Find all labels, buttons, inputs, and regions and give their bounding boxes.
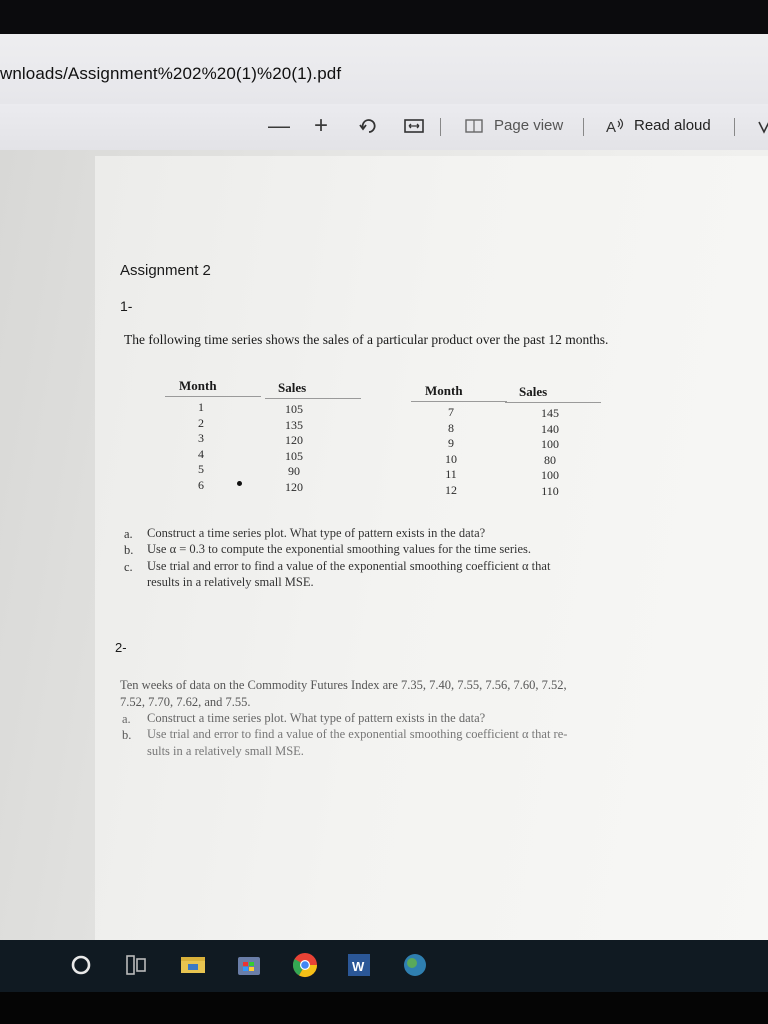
q1-part-a-letter: a. bbox=[124, 527, 133, 541]
q1-part-c-text-cont: results in a relatively small MSE. bbox=[147, 575, 314, 589]
pdf-toolbar bbox=[0, 104, 768, 150]
windows-taskbar bbox=[0, 940, 768, 992]
read-aloud-label: Read aloud bbox=[634, 117, 711, 134]
table-cell: 6 bbox=[198, 477, 204, 492]
q1-part-b-letter: b. bbox=[124, 543, 134, 557]
table-cell: 135 bbox=[285, 417, 303, 432]
table-cell: 2 bbox=[198, 415, 204, 430]
sales-table bbox=[165, 378, 665, 508]
stray-mark bbox=[237, 481, 242, 486]
table-cell: 1 bbox=[198, 400, 204, 414]
table-cell: 105 bbox=[285, 448, 303, 463]
table-cell: 11 bbox=[445, 467, 457, 481]
document-viewport[interactable] bbox=[0, 150, 768, 940]
word-icon[interactable] bbox=[346, 952, 372, 983]
q1-part-c-text: Use trial and error to find a value of the exponential smoothing coefficient α that bbox=[147, 559, 551, 573]
q1-part-c-letter: c. bbox=[124, 560, 133, 574]
document-title: Assignment 2 bbox=[120, 262, 211, 279]
sales-column-right bbox=[535, 406, 565, 499]
table-cell: 100 bbox=[541, 437, 559, 451]
q1-part-a-text: Construct a time series plot. What type of pattern exists in the data? bbox=[147, 526, 486, 540]
sales-column-left bbox=[279, 402, 309, 495]
month-column-right bbox=[441, 405, 461, 498]
table-cell: 12 bbox=[445, 482, 457, 497]
table-cell: 100 bbox=[541, 468, 559, 482]
table-cell: 90 bbox=[288, 464, 300, 478]
q2-part-b-text: Use trial and error to find a value of the exponential smoothing coefficient α that re- bbox=[147, 727, 568, 741]
table-cell: 145 bbox=[541, 406, 559, 420]
question-1-number: 1- bbox=[120, 298, 133, 314]
q1-part-b-text: Use α = 0.3 to compute the exponential smoothing values for the time series. bbox=[147, 542, 532, 556]
table-cell: 8 bbox=[448, 420, 454, 435]
table-header-month: Month bbox=[179, 378, 217, 393]
table-rule bbox=[165, 396, 261, 397]
question-2-number: 2- bbox=[115, 640, 127, 655]
table-cell: 105 bbox=[285, 402, 303, 416]
svg-text:A: A bbox=[606, 119, 617, 136]
chrome-icon[interactable] bbox=[291, 951, 319, 984]
toolbar-divider bbox=[734, 118, 735, 136]
table-cell: 4 bbox=[198, 446, 204, 461]
fit-page-icon[interactable] bbox=[403, 114, 425, 138]
url-text[interactable]: wnloads/Assignment%202%20(1)%20(1).pdf bbox=[0, 64, 342, 83]
page-view-label: Page view bbox=[494, 117, 564, 134]
question-1-intro: The following time series shows the sales of a particular product over the past 12 months. bbox=[124, 332, 609, 347]
zoom-out-button[interactable]: — bbox=[268, 113, 290, 138]
svg-text:W: W bbox=[352, 959, 365, 974]
cortana-icon[interactable] bbox=[68, 952, 94, 983]
question-2-intro-cont: 7.52, 7.70, 7.62, and 7.55. bbox=[120, 695, 251, 709]
q2-part-b-letter: b. bbox=[122, 728, 132, 742]
store-icon[interactable] bbox=[236, 953, 262, 982]
table-cell: 120 bbox=[285, 479, 303, 494]
q2-part-a-letter: a. bbox=[122, 712, 131, 726]
draw-icon[interactable] bbox=[758, 114, 768, 138]
table-rule bbox=[411, 401, 507, 402]
month-column-left bbox=[193, 400, 209, 493]
table-cell: 110 bbox=[541, 483, 559, 498]
pdf-page bbox=[95, 156, 768, 942]
table-cell: 120 bbox=[285, 433, 303, 447]
file-explorer-icon[interactable] bbox=[180, 955, 206, 980]
table-cell: 9 bbox=[448, 436, 454, 450]
table-rule bbox=[505, 402, 601, 403]
toolbar-divider bbox=[440, 118, 441, 136]
q2-part-a-text: Construct a time series plot. What type of pattern exists in the data? bbox=[147, 711, 486, 725]
edge-icon[interactable] bbox=[401, 952, 429, 983]
table-header-sales: Sales bbox=[278, 380, 307, 395]
table-header-sales: Sales bbox=[519, 384, 548, 399]
address-bar[interactable] bbox=[0, 34, 768, 104]
q2-part-b-text-cont: sults in a relatively small MSE. bbox=[147, 744, 304, 758]
table-cell: 10 bbox=[445, 451, 457, 466]
task-view-icon[interactable] bbox=[125, 954, 149, 981]
zoom-in-button[interactable]: + bbox=[313, 112, 328, 139]
table-cell: 3 bbox=[198, 431, 204, 445]
rotate-icon[interactable] bbox=[357, 114, 379, 138]
table-cell: 5 bbox=[198, 462, 204, 476]
table-cell: 80 bbox=[544, 452, 556, 467]
screen-bezel-top bbox=[0, 0, 768, 34]
screen-bezel-bottom bbox=[0, 992, 768, 1024]
table-rule bbox=[265, 398, 361, 399]
toolbar-divider bbox=[583, 118, 584, 136]
table-cell: 140 bbox=[541, 421, 559, 436]
table-header-month: Month bbox=[425, 383, 463, 398]
table-cell: 7 bbox=[448, 405, 454, 419]
question-2-intro: Ten weeks of data on the Commodity Futures Index are 7.35, 7.40, 7.55, 7.56, 7.60, 7.52, bbox=[120, 678, 567, 692]
